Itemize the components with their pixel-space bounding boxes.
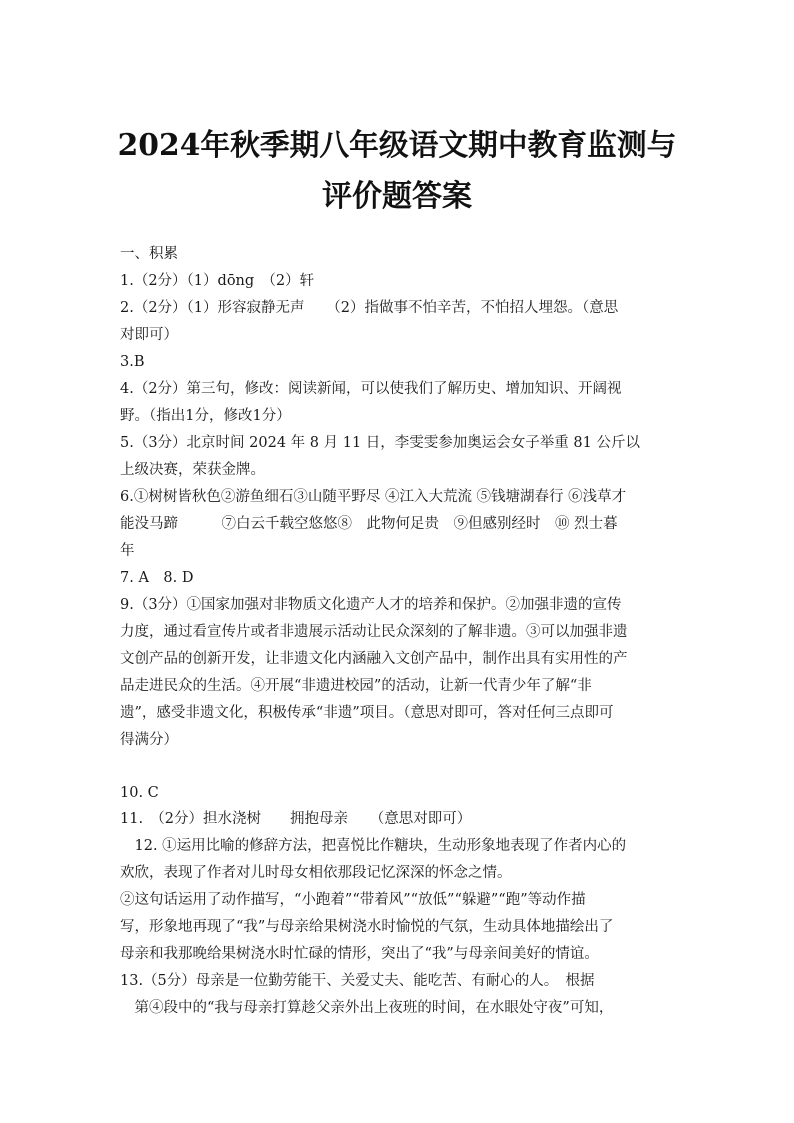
answer-line-q9-cont-3: 品走进民众的生活。④开展“非遗进校园”的活动，让新一代青少年了解“非 <box>120 678 592 694</box>
answer-line-q6: 6.①树树皆秋色②游鱼细石③山随平野尽 ④江入大荒流 ⑤钱塘湖春行 ⑥浅草才 <box>120 489 627 505</box>
answer-line-q10: 10. C <box>120 785 159 801</box>
document-title-line-2: 评价题答案 <box>322 179 472 214</box>
answer-line-q5-cont: 上级决赛，荣获金牌。 <box>120 462 265 478</box>
answer-line-q3: 3.B <box>120 354 145 370</box>
answer-line-q12-part2: ②这句话运用了动作描写，“小跑着”“带着风”“放低”“躲避”“跑”等动作描 <box>120 892 586 908</box>
answer-line-q12-part2-cont-2: 母亲和我那晚给果树浇水时忙碌的情形，突出了“我”与母亲间美好的情谊。 <box>120 946 599 962</box>
document-title-line-1: 2024年秋季期八年级语文期中教育监测与 <box>117 128 677 163</box>
answer-line-q9-cont-1: 力度，通过看宣传片或者非遗展示活动让民众深刻的了解非遗。③可以加强非遗 <box>120 624 628 640</box>
answer-line-q5: 5.（3分）北京时间 2024 年 8 月 11 日，李雯雯参加奥运会女子举重 81 公斤以 <box>120 435 640 451</box>
answer-line-q6-end: 年 <box>120 543 135 559</box>
answer-line-q12: 12. ①运用比喻的修辞方法，把喜悦比作糖块，生动形象地表现了作者内心的 <box>120 838 627 854</box>
answer-line-q11: 11. （2分）担水浇树 拥抱母亲 （意思对即可） <box>120 811 472 827</box>
answer-line-q9-cont-5: 得满分） <box>120 732 178 748</box>
answer-line-q4-cont: 野。（指出1分，修改1分） <box>120 408 291 424</box>
section-heading-accumulation: 一、积累 <box>120 246 178 262</box>
answer-line-q13-cont: 第④段中的“我与母亲打算趁父亲外出上夜班的时间，在水眼处守夜”可知， <box>120 1000 614 1016</box>
answer-line-q9-cont-2: 文创产品的创新开发，让非遗文化内涵融入文创产品中，制作出具有实用性的产 <box>120 651 628 667</box>
answer-line-q13: 13.（5分）母亲是一位勤劳能干、关爱丈夫、能吃苦、有耐心的人。 根据 <box>120 973 595 989</box>
answer-line-q1: 1.（2分）（1）dōng （2）轩 <box>120 273 315 289</box>
answer-line-q9: 9.（3分）①国家加强对非物质文化遗产人才的培养和保护。②加强非遗的宣传 <box>120 597 622 613</box>
answer-line-q12-cont: 欢欣，表现了作者对儿时母女相依那段记忆深深的怀念之情。 <box>120 865 512 881</box>
answer-line-q2-cont: 对即可） <box>120 327 178 343</box>
answer-line-q12-part2-cont-1: 写，形象地再现了“我”与母亲给果树浇水时愉悦的气氛，生动具体地描绘出了 <box>120 919 614 935</box>
answer-line-q4: 4.（2分）第三句，修改：阅读新闻，可以使我们了解历史、增加知识、开阔视 <box>120 381 622 397</box>
answer-line-q6-cont: 能没马蹄 ⑦白云千载空悠悠⑧ 此物何足贵 ⑨但感别经时 ⑩ 烈士暮 <box>120 516 618 532</box>
answer-line-q7-q8: 7. A 8. D <box>120 570 194 586</box>
answer-line-q2: 2.（2分）（1）形容寂静无声 （2）指做事不怕辛苦，不怕招人埋怨。（意思 <box>120 300 619 316</box>
answer-line-q9-cont-4: 遗”，感受非遗文化，积极传承“非遗”项目。（意思对即可，答对任何三点即可 <box>120 705 614 721</box>
